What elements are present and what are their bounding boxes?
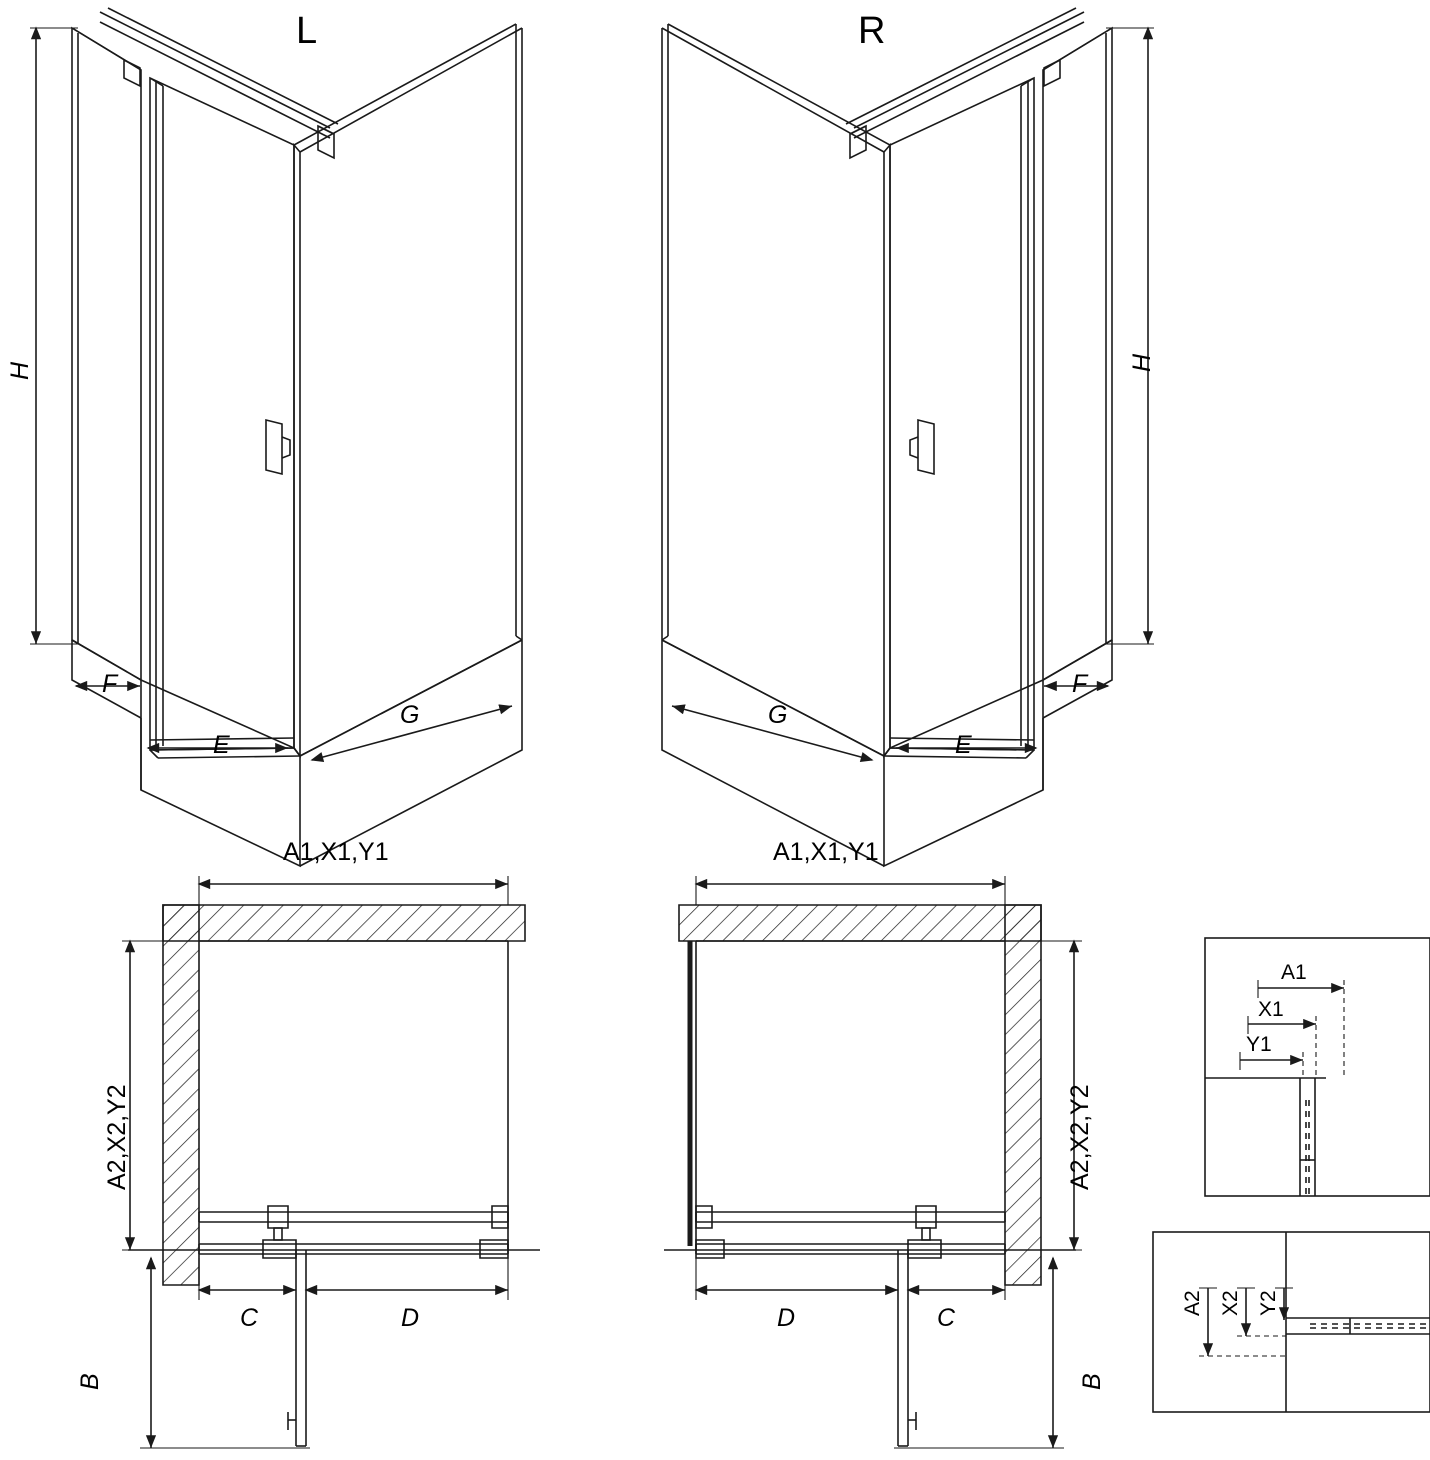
dimension-label-f-right: F — [1072, 670, 1088, 698]
dimension-label-a1x1y1-left: A1,X1,Y1 — [283, 838, 389, 866]
dimension-label-c-right: C — [937, 1304, 956, 1332]
iso-view-right — [662, 8, 1154, 866]
detail-top-right — [1205, 938, 1430, 1196]
dimension-label-b-left: B — [76, 1373, 104, 1390]
detail-label-y2: Y2 — [1257, 1290, 1280, 1316]
dimension-label-d-left: D — [401, 1304, 420, 1332]
variant-title-left: L — [296, 10, 318, 52]
plan-view-left — [122, 876, 540, 1448]
detail-label-a1: A1 — [1281, 961, 1307, 984]
dimension-label-g-right: G — [768, 701, 788, 729]
detail-label-a2: A2 — [1181, 1290, 1204, 1316]
dimension-label-e-left: E — [213, 731, 230, 759]
detail-bottom-right — [1153, 1232, 1430, 1412]
dimension-label-d-right: D — [777, 1304, 796, 1332]
dimension-label-e-right: E — [955, 731, 972, 759]
plan-view-right — [664, 876, 1082, 1448]
iso-view-left — [30, 8, 522, 866]
detail-label-x2: X2 — [1219, 1290, 1242, 1316]
dimension-label-h-left: H — [6, 361, 34, 380]
detail-label-x1: X1 — [1258, 998, 1284, 1021]
dimension-label-a1x1y1-right: A1,X1,Y1 — [773, 838, 879, 866]
dimension-label-f-left: F — [102, 670, 118, 698]
detail-label-y1: Y1 — [1246, 1033, 1272, 1056]
dimension-label-c-left: C — [240, 1304, 259, 1332]
dimension-label-a2x2y2-right: A2,X2,Y2 — [1066, 1084, 1094, 1190]
variant-title-right: R — [858, 10, 886, 52]
dimension-label-h-right: H — [1128, 353, 1156, 372]
dimension-label-g-left: G — [400, 701, 420, 729]
dimension-label-b-right: B — [1078, 1373, 1106, 1390]
dimension-label-a2x2y2-left: A2,X2,Y2 — [103, 1084, 131, 1190]
